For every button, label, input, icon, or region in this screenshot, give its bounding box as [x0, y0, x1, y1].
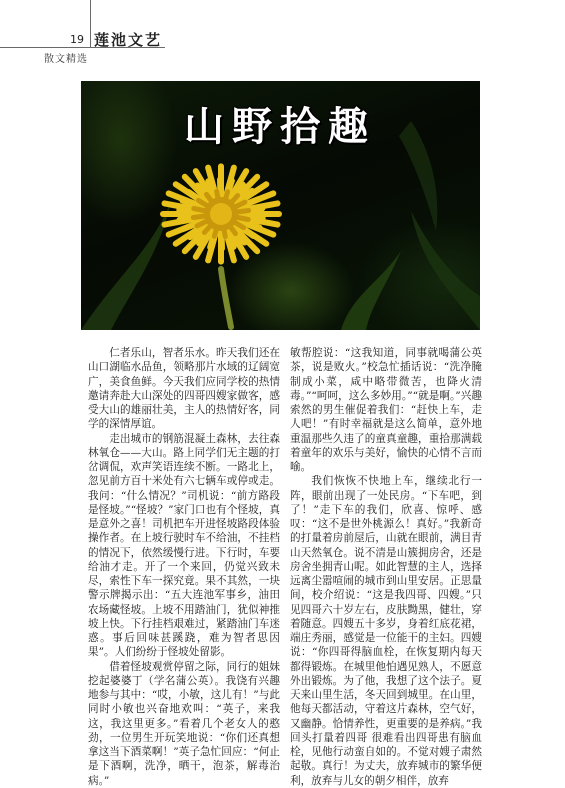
article-right-column	[290, 346, 482, 788]
header-vertical-rule	[90, 0, 91, 48]
page-number: 19	[70, 33, 84, 46]
paragraph: 我们恢恢不快地上车，继续北行一阵，眼前出现了一处民房。“下车吧，到了！”走下车的我们，欣喜、惊呼、感叹：“这不是世外桃源么！真好。”我新奇的打量着房前屋后，山就在眼前，满目青山天然氧仓。说不清是山簇拥房舍，还是房舍坐拥青山呢。如此智慧的主人，选择远离尘嚣喧闹的城市到山里安居。正思量间，校介绍说：“这是我四哥、四嫂。”只见四哥六十岁左右，皮肤黝黑，健壮，穿着随意。四嫂五十多岁，身着红底花裙，端庄秀丽，感觉是一位能干的主妇。四嫂说：“你四哥得脑血栓，在恢复期内每天都得锻炼。在城里他怕遇见熟人，不愿意外出锻炼。为了他，我想了这个法子。夏天来山里生活，冬天回到城里。在山里，他每天都活动，守着这片森林，空气好，又幽静。恰情养性，更重要的是养病。”我回头打量着四哥 很难看出四哥患有脑血栓，见他行动蛮自如的。不觉对嫂子肃然起敬。真行！为丈夫，放弃城市的繁华便利，放弃与儿女的朝夕相伴，放弃	[290, 475, 482, 787]
magazine-title: 莲池文艺	[94, 31, 163, 49]
paragraph: 借着怪坡观赏停留之际，同行的姐妹挖起婆婆丁（学名蒲公英）。我饶有兴趣地参与其中：“哎，小敏，这儿有！”与此同时小敏也兴奋地欢叫：“英子，来我这，我这里更多。”看着几个老女人的憨劲，一位男生开玩笑地说：“你们还真想拿这当下酒菜啊！”英子急忙回应：“何止是下酒啊，洗净，晒干，泡茶，解毒治病。”	[88, 660, 280, 787]
paragraph: 仁者乐山，智者乐水。昨天我们还在山口湖临水品鱼，领略那片水域的辽阔宽广，美食鱼鲜。今天我们应同学校的热情邀请奔赴大山深处的四哥四嫂家做客，感受大山的雄丽壮美，主人的热情好客，同学的深情厚谊。	[88, 347, 280, 431]
article-title: 山野拾趣	[184, 104, 376, 150]
section-label: 散文精选	[44, 54, 88, 65]
paragraph: 走出城市的钢筋混凝土森林，去往森林氧仓——大山。路上同学们无主题的打岔调侃，欢声笑语连续不断。一路北上，忽见前方百十米处有六七辆车或停或走。我问：“什么情况？”司机说：“前方路段是怪坡。”“怪坡？”家门口也有个怪坡，真是意外之喜！司机把车开进怪坡路段体验操作者。在上坡行驶时车不给油，不挂档的情况下，依然缓慢行进。下行时，车要给油才走。开了一个来回，仍觉兴致未尽，索性下车一探究竟。果不其然，一块警示牌揭示出：“五大连池军事乡，油田农场藏怪坡。上坡不用踏油门，犹似神推坡上快。下行挂档艰难过，紧踏油门车迷惑。事后回味甚蹊跷，难为智者思因果”。人们纷纷于怪坡处留影。	[88, 432, 280, 659]
paragraph: 敏帮腔说：“这我知道，同事就喝蒲公英茶，说是败火。”校急忙插话说：“洗净腌制成小菜，咸中略带微苦，也降火清毒。”“呵呵，这么多妙用。”“就是啊。”兴趣索然的男生催促着我们：“赶快上车，走人吧！”有时幸福就是这么简单，意外地重温那些久违了的童真童趣，重拾那满载着童年的欢乐与美好，愉快的心情不言而喻。	[290, 347, 482, 473]
article-left-column	[88, 346, 280, 788]
hero-photo	[81, 81, 480, 330]
